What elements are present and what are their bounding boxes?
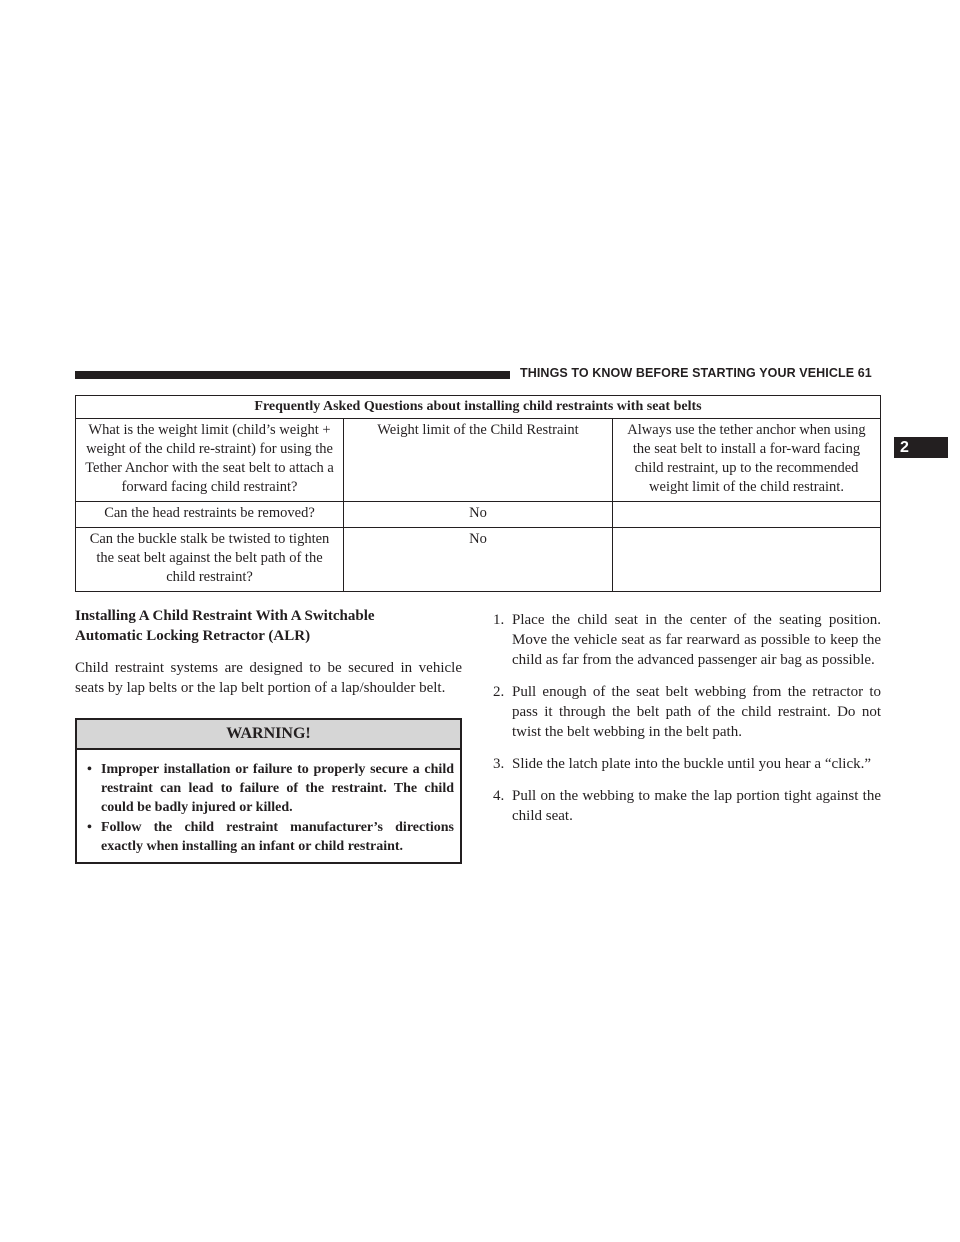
step-number: 2. (493, 684, 505, 700)
faq-answer: Weight limit of the Child Restraint (344, 419, 613, 502)
step-text: Pull enough of the seat belt webbing from the retractor to pass it through the belt path of the child restraint. Do not twist the belt webbing in the belt path. (512, 684, 881, 740)
step-text: Slide the latch plate into the buckle until you hear a “click.” (512, 756, 872, 772)
list-item (493, 786, 881, 826)
bullet-icon: • (87, 762, 92, 777)
section-intro: Child restraint systems are designed to be secured in vehicle seats by lap belts or the lap belt portion of a lap/shoulder belt. (75, 660, 462, 696)
faq-question: Can the head restraints be removed? (76, 502, 344, 528)
section-heading-line2: Automatic Locking Retractor (ALR) (75, 628, 311, 644)
chapter-tab: 2 (894, 437, 948, 458)
faq-note (613, 502, 881, 528)
section-heading (75, 606, 462, 646)
section-heading-line1: Installing A Child Restraint With A Switchable (75, 608, 375, 624)
faq-answer: No (344, 502, 613, 528)
step-number: 1. (493, 612, 505, 628)
faq-answer: No (344, 528, 613, 592)
warning-text: Improper installation or failure to properly secure a child restraint can lead to failure of the restraint. The child could be badly injured or killed. (101, 762, 454, 815)
faq-table-header-row (76, 396, 881, 419)
faq-note: Always use the tether anchor when using the seat belt to install a for-ward facing child restraint, up to the recommended weight limit of the child restraint. (613, 419, 881, 502)
header-rule (75, 371, 510, 379)
faq-question: What is the weight limit (child’s weight + weight of the child re-straint) for using the Tether Anchor with the seat belt to attach a forward facing child restraint? (76, 419, 344, 502)
warning-box (75, 718, 462, 864)
list-item (493, 754, 881, 774)
list-item (87, 818, 454, 856)
steps-list (493, 610, 881, 826)
step-text: Pull on the webbing to make the lap portion tight against the child seat. (512, 788, 881, 824)
faq-question: Can the buckle stalk be twisted to tighten the seat belt against the belt path of the child restraint? (76, 528, 344, 592)
warning-list (77, 750, 460, 862)
bullet-icon: • (87, 820, 92, 835)
running-header: THINGS TO KNOW BEFORE STARTING YOUR VEHICLE 61 (520, 366, 872, 380)
right-column (493, 610, 881, 838)
list-item (493, 682, 881, 742)
left-column (75, 606, 462, 864)
faq-note (613, 528, 881, 592)
table-row (76, 528, 881, 592)
faq-table (75, 395, 881, 592)
warning-text: Follow the child restraint manufacturer’s directions exactly when installing an infant or child restraint. (101, 820, 454, 854)
list-item (493, 610, 881, 670)
table-row (76, 502, 881, 528)
list-item (87, 760, 454, 817)
step-text: Place the child seat in the center of the seating position. Move the vehicle seat as far rearward as possible to keep the child as far from the advanced passenger air bag as possible. (512, 612, 881, 668)
table-row (76, 419, 881, 502)
step-number: 4. (493, 788, 505, 804)
warning-title: WARNING! (77, 720, 460, 750)
step-number: 3. (493, 756, 505, 772)
faq-table-title: Frequently Asked Questions about installing child restraints with seat belts (76, 396, 881, 419)
